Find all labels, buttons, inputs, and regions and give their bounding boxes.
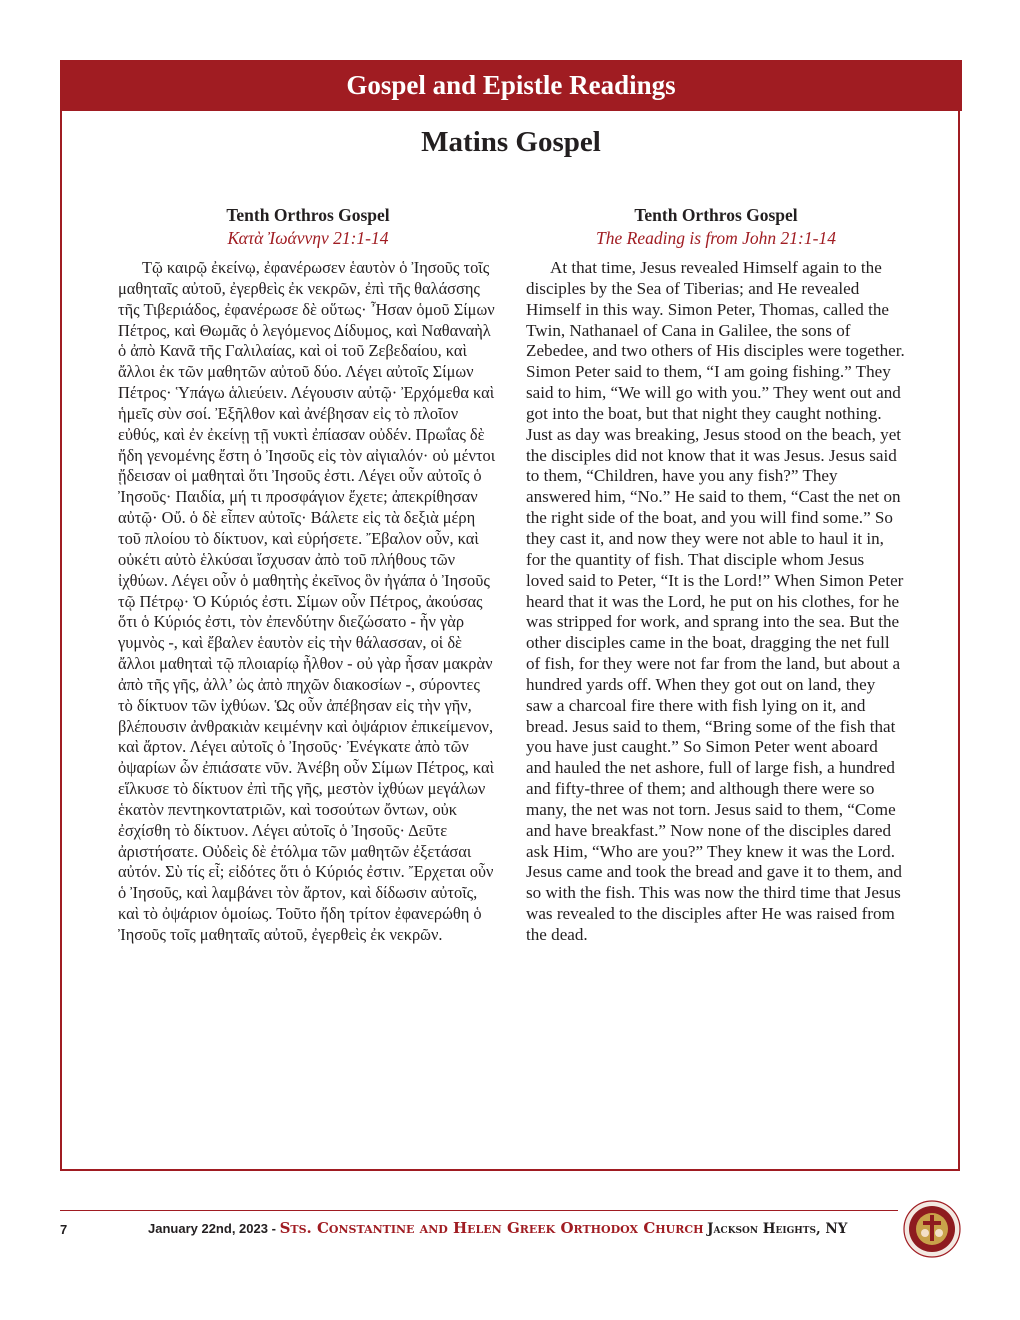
church-seal-icon [903, 1200, 961, 1258]
greek-reading-text: Τῷ καιρῷ ἐκείνῳ, ἐφανέρωσεν ἑαυτὸν ὁ Ἰησοῦς τοῖς μαθηταῖς αὐτοῦ, ἐγερθεὶς ἐκ νεκρῶν, ἐπὶ τῆς θαλάσσης τῆς Τιβεριάδος, ἐφανέρωσε δὲ οὕτως· Ἦσαν ὁμοῦ Σίμων Πέτρος, καὶ Θωμᾶς ὁ λεγόμενος Δίδυμος, καὶ Ναθαναὴλ ὁ ἀπὸ Κανᾶ τῆς Γαλιλαίας, καὶ οἱ τοῦ Ζεβεδαίου, καὶ ἄλλοι ἐκ τῶν μαθητῶν αὐτοῦ δύο. Λέγει αὐτοῖς Σίμων Πέτρος· Ὑπάγω ἁλιεύειν. Λέγουσιν αὐτῷ· Ἐρχόμεθα καὶ ἡμεῖς σὺν σοί. Ἐξῆλθον καὶ ἀνέβησαν εἰς τὸ πλοῖον εὐθύς, καὶ ἐν ἐκείνῃ τῇ νυκτὶ ἐπίασαν οὐδέν. Πρωΐας δὲ ἤδη γενομένης ἔστη ὁ Ἰησοῦς εἰς τὸν αἰγιαλόν· οὐ μέντοι ᾔδεισαν οἱ μαθηταὶ ὅτι Ἰησοῦς ἐστι. Λέγει οὖν αὐτοῖς ὁ Ἰησοῦς· Παιδία, μή τι προσφάγιον ἔχετε; ἀπεκρίθησαν αὐτῷ· Οὔ. ὁ δὲ εἶπεν αὐτοῖς· Βάλετε εἰς τὰ δεξιὰ μέρη τοῦ πλοίου τὸ δίκτυον, καὶ εὑρήσετε. Ἔβαλον οὖν, καὶ οὐκέτι αὐτὸ ἑλκύσαι ἴσχυσαν ἀπὸ τοῦ πλήθους τῶν ἰχθύων. Λέγει οὖν ὁ μαθητὴς ἐκεῖνος ὃν ἠγάπα ὁ Ἰησοῦς τῷ Πέτρῳ· Ὁ Κύριός ἐστι. Σίμων οὖν Πέτρος, ἀκούσας ὅτι ὁ Κύριός ἐστι, τὸν ἐπενδύτην διεζώσατο - ἦν γὰρ γυμνὸς -, καὶ ἔβαλεν ἑαυτὸν εἰς τὴν θάλασσαν, οἱ δὲ ἄλλοι μαθηταὶ τῷ πλοιαρίῳ ἦλθον - οὐ γὰρ ἦσαν μακρὰν ἀπὸ τῆς γῆς, ἀλλ’ ὡς ἀπὸ πηχῶν διακοσίων -, σύροντες τὸ δίκτυον τῶν ἰχθύων. Ὡς οὖν ἀπέβησαν εἰς τὴν γῆν, βλέπουσιν ἀνθρακιὰν κειμένην καὶ ὀψάριον ἐπικείμενον, καὶ ἄρτον. Λέγει αὐτοῖς ὁ Ἰησοῦς· Ἐνέγκατε ἀπὸ τῶν ὀψαρίων ὧν ἐπιάσατε νῦν. Ἀνέβη οὖν Σίμων Πέτρος, καὶ εἵλκυσε τὸ δίκτυον ἐπὶ τῆς γῆς, μεστὸν ἰχθύων μεγάλων ἑκατὸν πεντηκοντατριῶν, καὶ τοσούτων ὄντων, οὐκ ἐσχίσθη τὸ δίκτυον. Λέγει αὐτοῖς ὁ Ἰησοῦς· Δεῦτε ἀριστήσατε. Οὐδεὶς δὲ ἐτόλμα τῶν μαθητῶν ἐξετάσαι αὐτόν. Σὺ τίς εἶ; εἰδότες ὅτι ὁ Κύριός ἐστιν. Ἔρχεται οὖν ὁ Ἰησοῦς, καὶ λαμβάνει τὸν ἄρτον, καὶ δίδωσιν αὐτοῖς, καὶ τὸ ὀψάριον ὁμοίως. Τοῦτο ἤδη τρίτον ἐφανερώθη ὁ Ἰησοῦς τοῖς μαθηταῖς αὐτοῦ, ἐγερθεὶς ἐκ νεκρῶν. [118, 258, 496, 944]
footer-info [148, 1219, 847, 1237]
english-reading-reference: The Reading is from John 21:1-14 [596, 228, 836, 248]
banner-title: Gospel and Epistle Readings [346, 70, 676, 100]
greek-reading-reference: Κατὰ Ἰωάννην 21:1-14 [227, 228, 389, 248]
english-reading-column [526, 203, 906, 946]
section-title: Matins Gospel [421, 126, 601, 158]
greek-reading-heading: Tenth Orthros Gospel [226, 205, 390, 225]
page-banner [60, 60, 962, 111]
footer-divider [60, 1210, 898, 1211]
footer-separator: - [271, 1221, 276, 1236]
footer-date: January 22nd, 2023 [148, 1221, 268, 1236]
english-reading-heading: Tenth Orthros Gospel [634, 205, 798, 225]
footer-church-name: Sts. Constantine and Helen Greek Orthodox Church [279, 1219, 704, 1237]
english-reading-text: At that time, Jesus revealed Himself again to the disciples by the Sea of Tiberias; and He revealed Himself in this way. Simon Peter, Thomas, called the Twin, Nathanael of Cana in Galilee, the sons of Zebedee, and two others of His disciples were together. Simon Peter said to them, “I am going fishing.” They said to him, “We will go with you.” They went out and got into the boat, but that night they caught nothing. Just as day was breaking, Jesus stood on the beach, yet the disciples did not know that it was Jesus. Jesus said to them, “Children, have you any fish?” They answered him, “No.” He said to them, “Cast the net on the right side of the boat, and you will find some.” So they cast it, and now they were not able to haul it in, for the quantity of fish. That disciple whom Jesus loved said to Peter, “It is the Lord!” When Simon Peter heard that it was the Lord, he put on his clothes, for he was stripped for work, and sprang into the sea. But the other disciples came in the boat, dragging the net full of fish, for they were not far from the land, but about a hundred yards off. When they got out on land, they saw a charcoal fire there with fish lying on it, and bread. Jesus said to them, “Bring some of the fish that you have just caught.” So Simon Peter went aboard and hauled the net ashore, full of large fish, a hundred and fifty-three of them; and although there were so many, the net was not torn. Jesus said to them, “Come and have breakfast.” Now none of the disciples dared ask Him, “Who are you?” They knew it was the Lord. Jesus came and took the bread and gave it to them, and so with the fish. This was now the third time that Jesus was revealed to the disciples after He was raised from the dead. [526, 258, 905, 944]
footer-location: Jackson Heights, NY [707, 1221, 848, 1237]
page-number: 7 [60, 1222, 68, 1237]
greek-reading-column [118, 203, 498, 946]
